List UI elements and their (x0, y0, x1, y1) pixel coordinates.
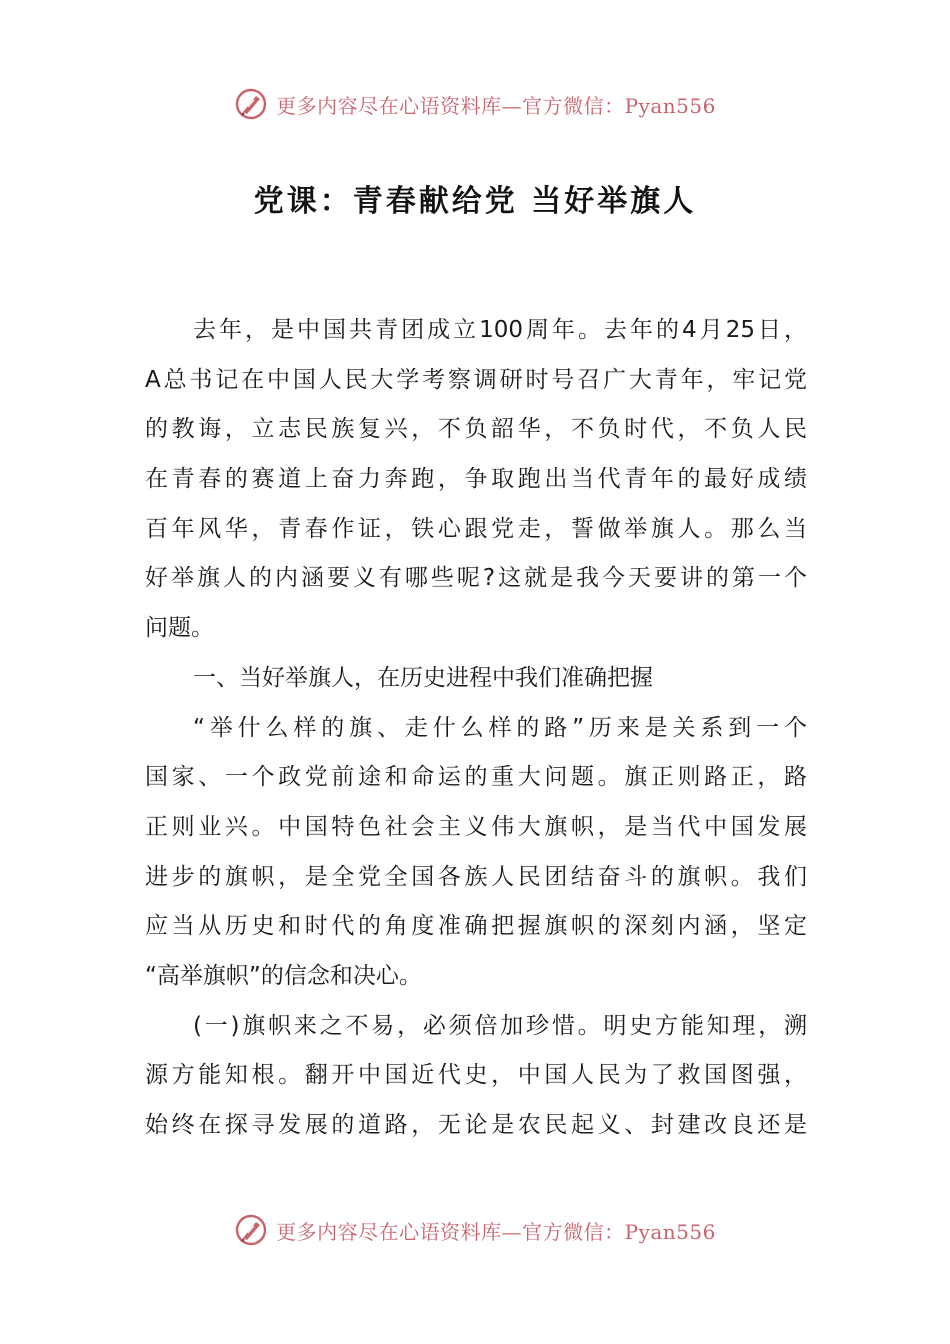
body-line: “举什么样的旗、走什么样的路”历来是关系到一个 (193, 714, 807, 741)
body-line: 百年风华，青春作证，铁心跟党走，誓做举旗人。那么当 (145, 515, 807, 542)
footer-banner-text: 更多内容尽在心语资料库—官方微信：Pyan556 (276, 1219, 716, 1244)
body-line: 国家、一个政党前途和命运的重大问题。旗正则路正，路 (145, 764, 807, 791)
body-line: 好举旗人的内涵要义有哪些呢?这就是我今天要讲的第一个 (145, 565, 807, 592)
body-line: 去年，是中国共青团成立100周年。去年的4月25日， (193, 317, 807, 343)
body-line: 问题。 (145, 615, 214, 642)
body-line: 源方能知根。翻开中国近代史，中国人民为了救国图强， (145, 1062, 807, 1089)
section-heading: 一、当好举旗人，在历史进程中我们准确把握 (193, 664, 653, 691)
header-banner (0, 84, 950, 124)
body-line: 应当从历史和时代的角度准确把握旗帜的深刻内涵，坚定 (145, 913, 807, 940)
footer-banner (0, 1210, 950, 1250)
header-banner-text: 更多内容尽在心语资料库—官方微信：Pyan556 (276, 93, 716, 118)
body-line: 在青春的赛道上奋力奔跑，争取跑出当代青年的最好成绩 (145, 466, 807, 493)
document-body (145, 306, 807, 1151)
body-line: 正则业兴。中国特色社会主义伟大旗帜，是当代中国发展 (145, 813, 807, 840)
quill-pen-logo-icon (234, 87, 268, 121)
body-line: 始终在探寻发展的道路，无论是农民起义、封建改良还是 (145, 1112, 807, 1138)
subsection-line: (一)旗帜来之不易，必须倍加珍惜。明史方能知理，溯 (193, 1012, 807, 1039)
body-line: A总书记在中国人民大学考察调研时号召广大青年，牢记党 (145, 366, 807, 393)
body-line: “高举旗帜”的信念和决心。 (145, 962, 422, 989)
body-line: 进步的旗帜，是全党全国各族人民团结奋斗的旗帜。我们 (145, 863, 807, 890)
document-title: 党课：青春献给党 当好举旗人 (253, 184, 697, 219)
body-line: 的教诲，立志民族复兴，不负韶华，不负时代，不负人民 (145, 416, 807, 443)
quill-pen-logo-icon (234, 1213, 268, 1247)
